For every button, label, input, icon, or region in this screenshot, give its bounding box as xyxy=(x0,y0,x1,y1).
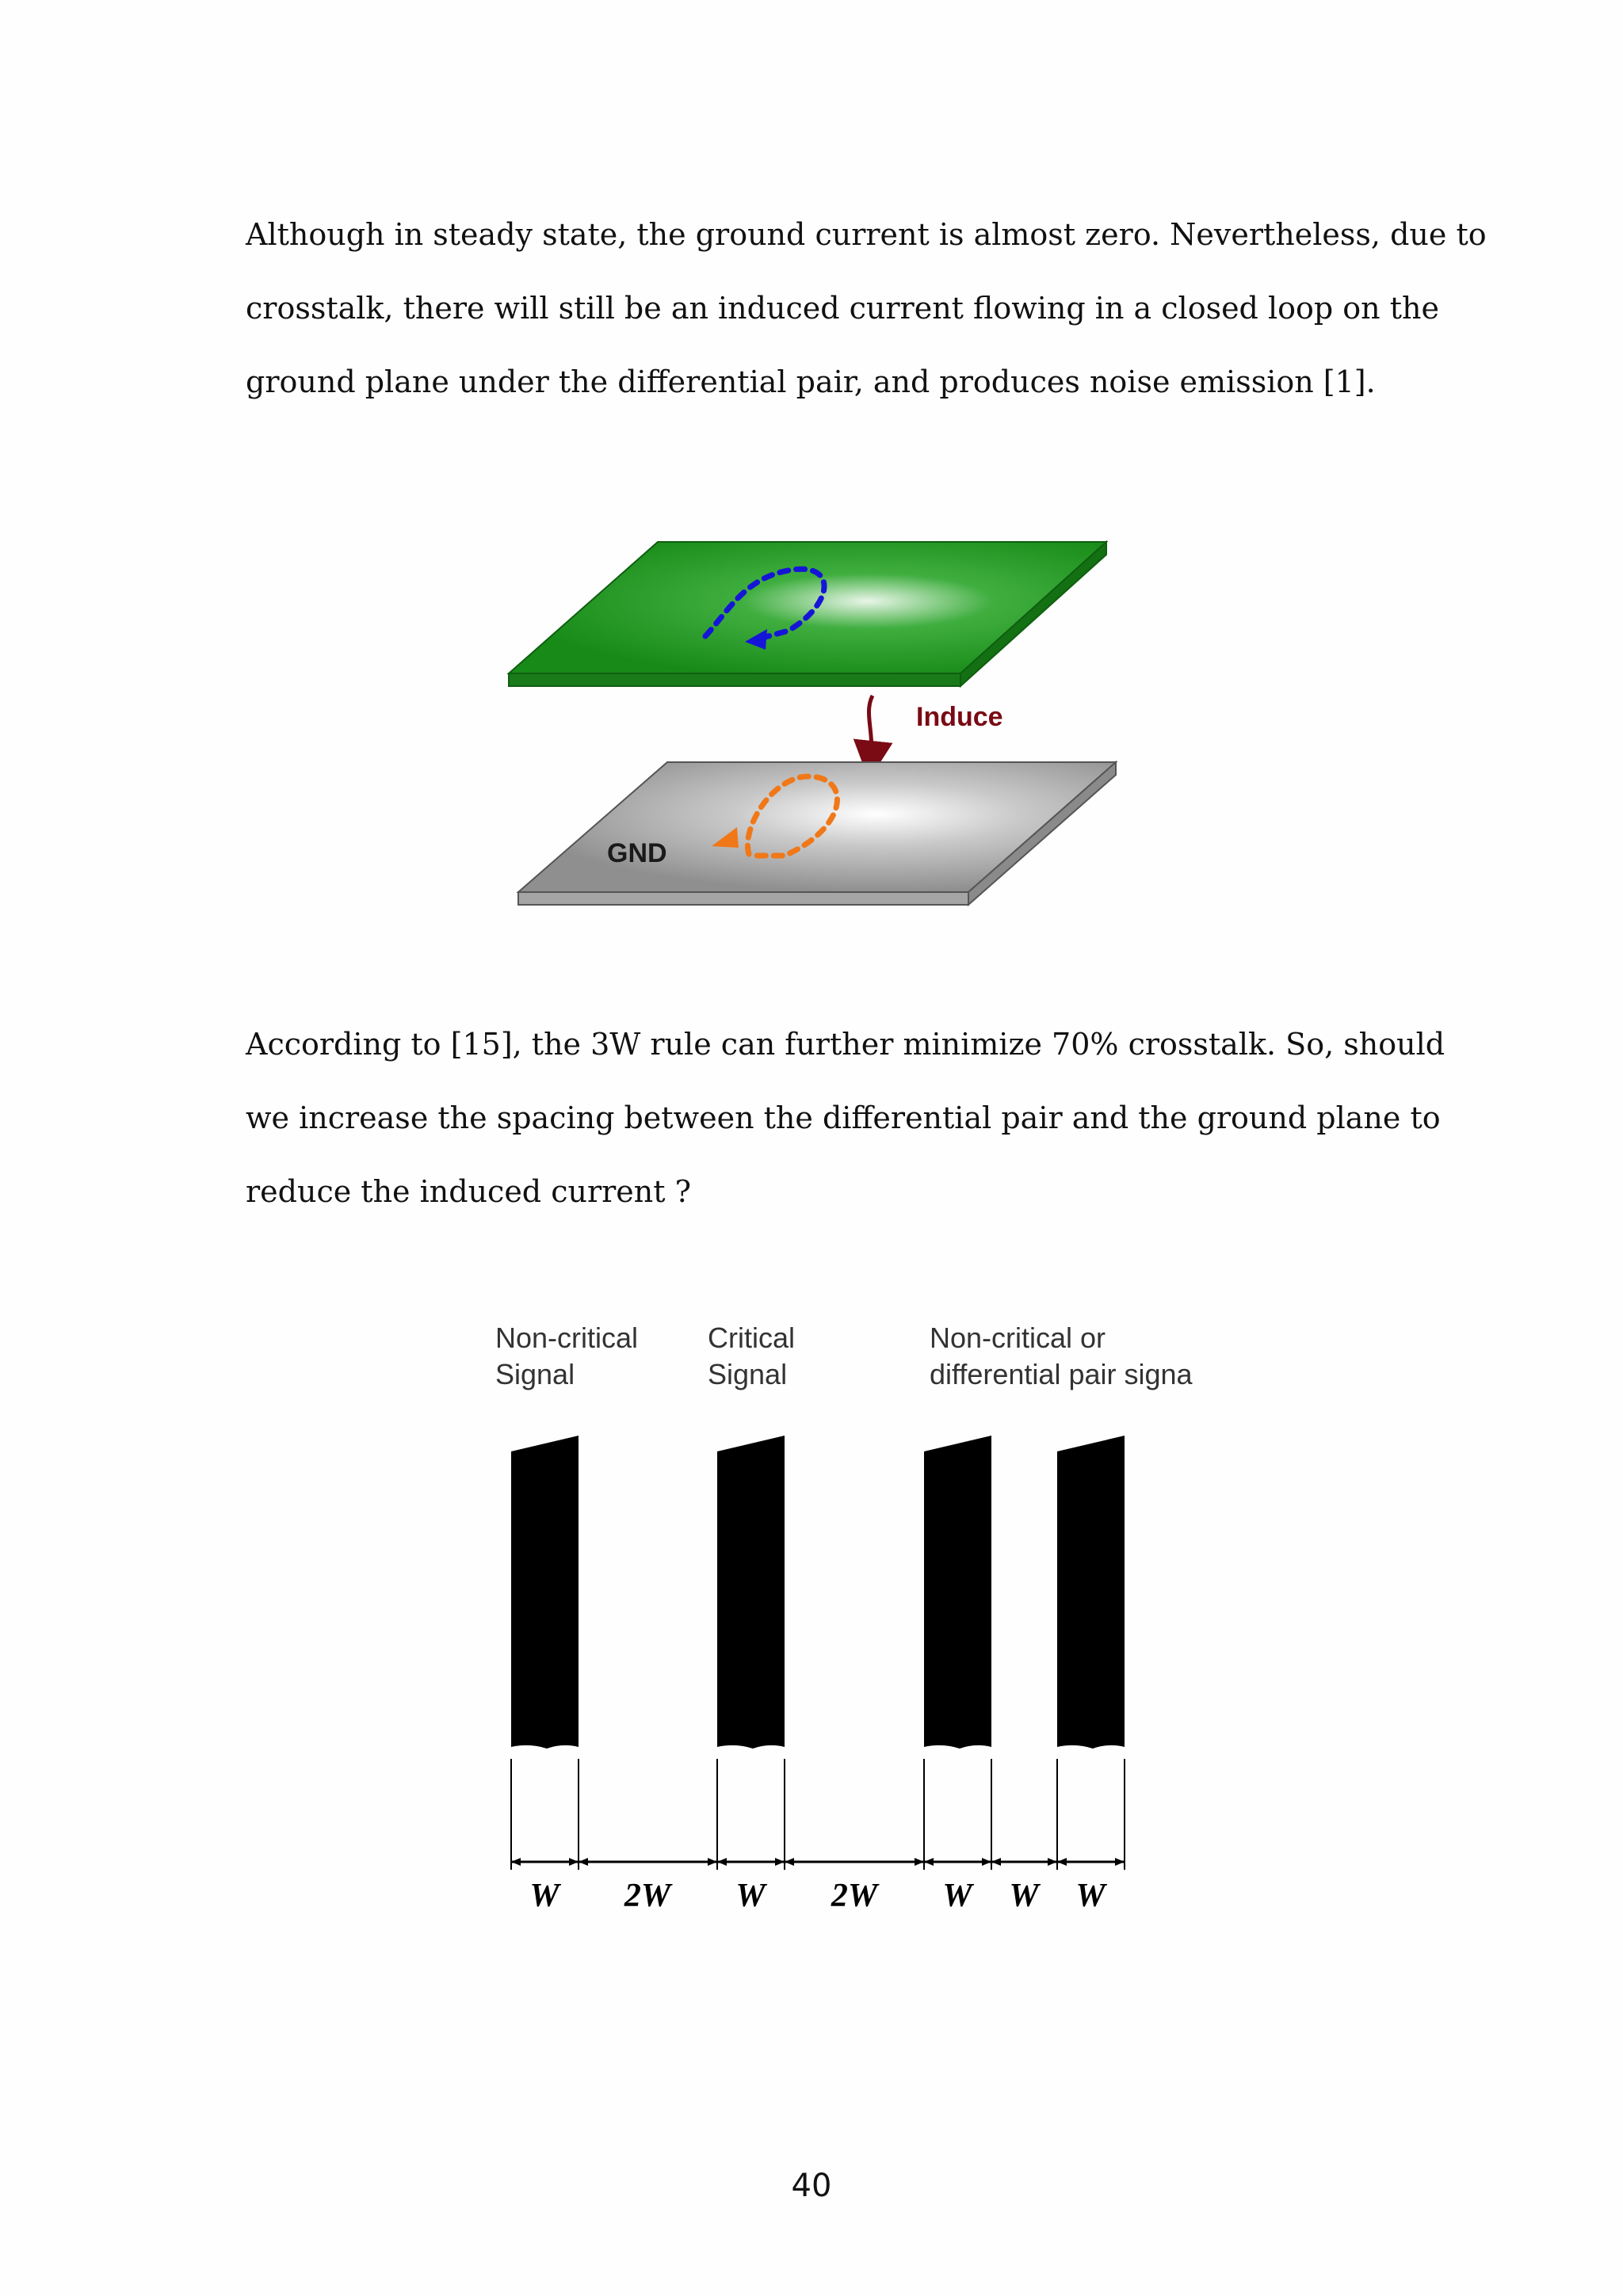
text-line: According to [15], the 3W rule can further minimize 70% crosstalk. So, should xyxy=(246,1027,1445,1062)
dimension-label: W xyxy=(1075,1878,1106,1914)
label-non-critical-or-differential xyxy=(930,1322,1193,1390)
dimension-label: W xyxy=(1009,1878,1039,1914)
extension-lines xyxy=(511,1759,1125,1870)
label-non-critical-signal xyxy=(495,1322,646,1390)
dimension-label: W xyxy=(735,1878,766,1914)
label-line: Non-critical xyxy=(495,1322,639,1354)
trace-pair-1 xyxy=(924,1436,991,1749)
dimension-label: 2W xyxy=(624,1878,671,1914)
dimension-label: W xyxy=(942,1878,972,1914)
paragraph-3w-rule xyxy=(246,1008,1445,1229)
trace-critical xyxy=(717,1436,785,1749)
label-line: Signal xyxy=(495,1358,575,1390)
signal-plane xyxy=(509,542,1106,686)
dimension-label: W xyxy=(529,1878,559,1914)
paragraph-crosstalk-ground-current xyxy=(246,198,1487,419)
trace-non-critical xyxy=(511,1436,579,1749)
label-line: Critical xyxy=(708,1322,796,1354)
three-w-rule-figure xyxy=(475,1315,1193,1933)
text-line: Although in steady state, the ground current is almost zero. Nevertheless, due to xyxy=(246,217,1487,252)
dimension-label: 2W xyxy=(831,1878,878,1914)
induced-current-figure xyxy=(475,523,1125,935)
label-critical-signal xyxy=(708,1322,803,1390)
text-line: crosstalk, there will still be an induced current flowing in a closed loop on the xyxy=(246,291,1439,326)
label-line: Non-critical or xyxy=(930,1322,1106,1354)
induce-arrow-icon xyxy=(869,696,873,761)
trace-pair-2 xyxy=(1057,1436,1125,1749)
page-number: 40 xyxy=(791,2168,832,2204)
text-line: ground plane under the differential pair, and produces noise emission [1]. xyxy=(246,364,1376,399)
induce-label: Induce xyxy=(916,702,1003,732)
gnd-plane xyxy=(518,762,1116,905)
text-line: we increase the spacing between the differential pair and the ground plane to xyxy=(246,1100,1441,1135)
label-line: Signal xyxy=(708,1358,788,1390)
gnd-label: GND xyxy=(607,838,667,868)
label-line: differential pair signa xyxy=(930,1358,1193,1390)
text-line: reduce the induced current ? xyxy=(246,1174,691,1209)
